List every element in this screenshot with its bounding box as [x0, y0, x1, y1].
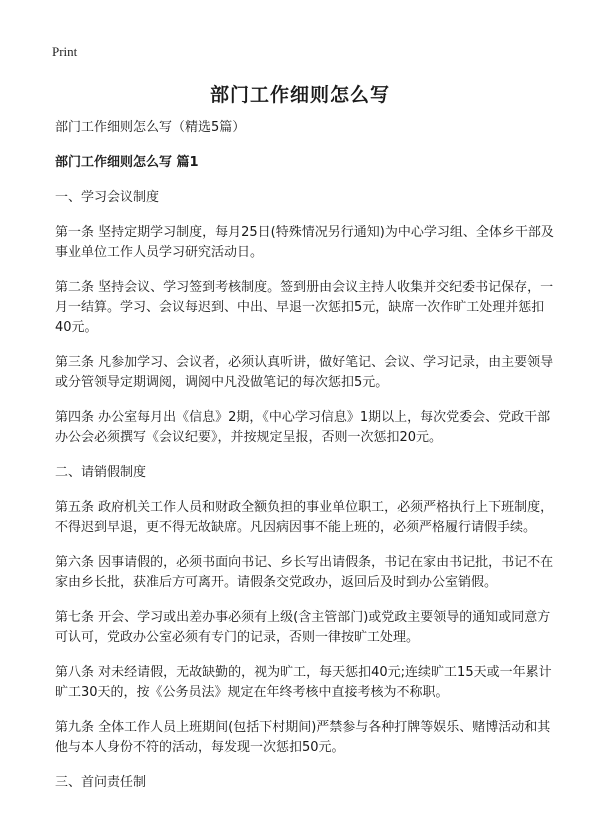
- section-heading-study-meeting: 一、学习会议制度: [55, 190, 160, 205]
- page-title: 部门工作细则怎么写: [209, 84, 390, 106]
- paragraph-article-7: 第七条 开会、学习或出差办事必须有上级(含主管部门)或党政主要领导的通知或同意方可认可，党政办公室必须有专门的记录，否则一律按旷工处理。: [55, 610, 551, 645]
- paragraph-article-3: 第三条 凡参加学习、会议者，必须认真听讲，做好笔记、会议、学习记录，由主要领导或分管领导定期调阅，调阅中凡没做笔记的每次惩扣5元。: [55, 355, 554, 390]
- chapter-heading: 部门工作细则怎么写 篇1: [55, 155, 199, 170]
- paragraph-article-5: 第五条 政府机关工作人员和财政全额负担的事业单位职工，必须严格执行上下班制度，不得迟到早退，更不得无故缺席。凡因病因事不能上班的，必须严格履行请假手续。: [55, 500, 554, 535]
- document-body: [55, 118, 560, 808]
- paragraph-article-2: 第二条 坚持会议、学习签到考核制度。签到册由会议主持人收集并交纪委书记保存，一月一结算。学习、会议每迟到、中出、早退一次惩扣5元，缺席一次作旷工处理并惩扣40元。: [55, 280, 554, 335]
- section-heading-first-inquiry: 三、首问责任制: [55, 775, 147, 790]
- print-link[interactable]: Print: [52, 44, 78, 59]
- section-heading-leave: 二、请销假制度: [55, 465, 147, 480]
- paragraph-article-6: 第六条 因事请假的，必须书面向书记、乡长写出请假条，书记在家由书记批，书记不在家由乡长批，获准后方可离开。请假条交党政办，返回后及时到办公室销假。: [55, 555, 554, 590]
- paragraph-article-8: 第八条 对未经请假，无故缺勤的，视为旷工，每天惩扣40元;连续旷工15天或一年累计旷工30天的，按《公务员法》规定在年终考核中直接考核为不称职。: [55, 665, 552, 700]
- paragraph-article-9: 第九条 全体工作人员上班期间(包括下村期间)严禁参与各种打牌等娱乐、赌博活动和其他与本人身份不符的活动，每发现一次惩扣50元。: [55, 720, 551, 755]
- paragraph-article-1: 第一条 坚持定期学习制度，每月25日(特殊情况另行通知)为中心学习组、全体乡干部及事业单位工作人员学习研究活动日。: [55, 225, 554, 260]
- paragraph-article-4: 第四条 办公室每月出《信息》2期，《中心学习信息》1期以上，每次党委会、党政干部办公会必须撰写《会议纪要》，并按规定呈报，否则一次惩扣20元。: [55, 410, 551, 445]
- document-subtitle: 部门工作细则怎么写（精选5篇）: [55, 120, 246, 135]
